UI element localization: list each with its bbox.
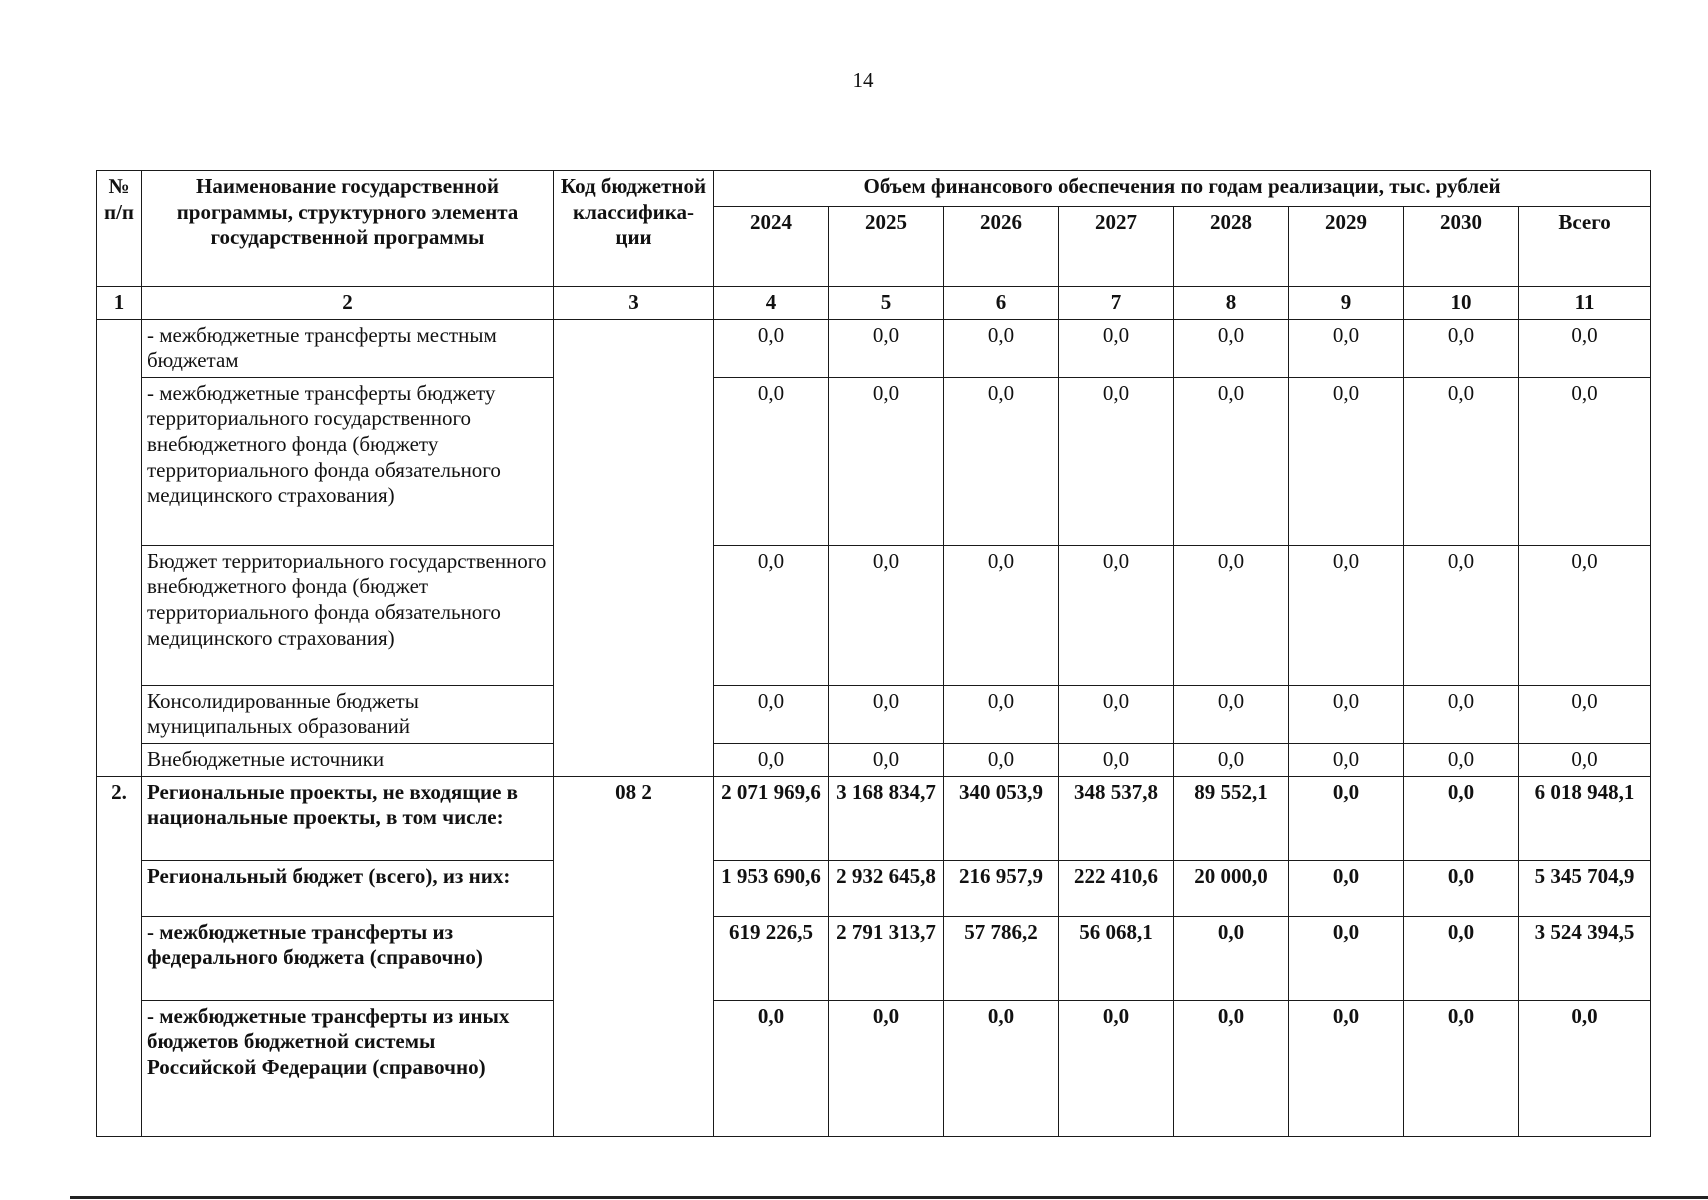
column-number: 8 <box>1174 287 1289 320</box>
row-name: Консолидированные бюджеты муниципальных образований <box>142 685 554 743</box>
table-row <box>97 916 1651 1000</box>
row-value: 0,0 <box>714 744 829 777</box>
header-year: 2024 <box>714 207 829 287</box>
row-value: 0,0 <box>1404 545 1519 685</box>
row-value: 0,0 <box>1519 545 1651 685</box>
row-value: 0,0 <box>1174 744 1289 777</box>
row-value: 0,0 <box>1519 685 1651 743</box>
row-value: 0,0 <box>829 545 944 685</box>
page-edge-line <box>70 1196 1708 1199</box>
row-value: 0,0 <box>1059 1000 1174 1136</box>
row-value: 0,0 <box>1059 744 1174 777</box>
row-value: 0,0 <box>1519 744 1651 777</box>
row-value: 0,0 <box>1174 1000 1289 1136</box>
row-name: Внебюджетные источники <box>142 744 554 777</box>
row-value: 0,0 <box>944 545 1059 685</box>
row-value: 0,0 <box>1404 685 1519 743</box>
row-value: 5 345 704,9 <box>1519 860 1651 916</box>
table-row <box>97 1000 1651 1136</box>
row-name: - межбюджетные трансферты из федерального бюджета (справочно) <box>142 916 554 1000</box>
row-value: 0,0 <box>1289 545 1404 685</box>
row-index: 2. <box>97 776 142 1136</box>
row-name: Региональный бюджет (всего), из них: <box>142 860 554 916</box>
row-value: 0,0 <box>829 685 944 743</box>
header-year: 2025 <box>829 207 944 287</box>
row-value: 0,0 <box>1059 545 1174 685</box>
row-value: 0,0 <box>829 1000 944 1136</box>
row-value: 0,0 <box>1059 377 1174 545</box>
header-year: 2027 <box>1059 207 1174 287</box>
header-year: 2028 <box>1174 207 1289 287</box>
row-name: Региональные проекты, не входящие в национальные проекты, в том числе: <box>142 776 554 860</box>
row-value: 0,0 <box>944 744 1059 777</box>
row-name: - межбюджетные трансферты бюджету территориального государственного внебюджетного фонда (бюджету территориального фонда обязательного медицинского страхования) <box>142 377 554 545</box>
row-value: 0,0 <box>1519 319 1651 377</box>
row-value: 0,0 <box>1289 319 1404 377</box>
header-year: 2026 <box>944 207 1059 287</box>
row-value: 0,0 <box>1289 1000 1404 1136</box>
column-number: 6 <box>944 287 1059 320</box>
row-value: 0,0 <box>1289 744 1404 777</box>
column-number: 9 <box>1289 287 1404 320</box>
row-value: 0,0 <box>1174 685 1289 743</box>
row-value: 2 932 645,8 <box>829 860 944 916</box>
row-value: 0,0 <box>1174 545 1289 685</box>
column-number: 1 <box>97 287 142 320</box>
row-value: 0,0 <box>1059 685 1174 743</box>
row-value: 0,0 <box>1174 916 1289 1000</box>
financing-table <box>96 170 1651 1137</box>
header-num: № п/п <box>97 171 142 287</box>
column-number: 11 <box>1519 287 1651 320</box>
table-row <box>97 744 1651 777</box>
table-row <box>97 319 1651 377</box>
row-value: 0,0 <box>1404 744 1519 777</box>
table-row <box>97 377 1651 545</box>
row-value: 0,0 <box>1404 916 1519 1000</box>
column-number: 7 <box>1059 287 1174 320</box>
column-number: 5 <box>829 287 944 320</box>
row-value: 6 018 948,1 <box>1519 776 1651 860</box>
row-value: 0,0 <box>1289 776 1404 860</box>
row-index-cell <box>97 319 142 776</box>
row-name: - межбюджетные трансферты местным бюджетам <box>142 319 554 377</box>
row-value: 0,0 <box>829 744 944 777</box>
row-value: 340 053,9 <box>944 776 1059 860</box>
table-row <box>97 860 1651 916</box>
row-name: - межбюджетные трансферты из иных бюджетов бюджетной системы Российской Федерации (справочно) <box>142 1000 554 1136</box>
row-value: 0,0 <box>714 545 829 685</box>
header-total: Всего <box>1519 207 1651 287</box>
column-number: 4 <box>714 287 829 320</box>
row-code: 08 2 <box>554 776 714 1136</box>
row-value: 0,0 <box>1404 860 1519 916</box>
row-value: 0,0 <box>829 319 944 377</box>
row-value: 0,0 <box>1519 377 1651 545</box>
row-value: 2 791 313,7 <box>829 916 944 1000</box>
row-value: 2 071 969,6 <box>714 776 829 860</box>
row-value: 0,0 <box>944 319 1059 377</box>
row-value: 0,0 <box>1404 319 1519 377</box>
row-value: 216 957,9 <box>944 860 1059 916</box>
row-value: 0,0 <box>1289 685 1404 743</box>
row-value: 348 537,8 <box>1059 776 1174 860</box>
row-value: 0,0 <box>944 377 1059 545</box>
row-value: 57 786,2 <box>944 916 1059 1000</box>
row-value: 89 552,1 <box>1174 776 1289 860</box>
row-value: 56 068,1 <box>1059 916 1174 1000</box>
header-volume: Объем финансового обеспечения по годам реализации, тыс. рублей <box>714 171 1651 207</box>
row-value: 0,0 <box>1404 377 1519 545</box>
row-value: 0,0 <box>1289 377 1404 545</box>
row-value: 3 524 394,5 <box>1519 916 1651 1000</box>
row-value: 0,0 <box>714 377 829 545</box>
row-value: 0,0 <box>829 377 944 545</box>
row-value: 0,0 <box>1519 1000 1651 1136</box>
row-value: 3 168 834,7 <box>829 776 944 860</box>
header-name: Наименование государственной программы, структурного элемента государственной программы <box>142 171 554 287</box>
row-code-cell <box>554 319 714 776</box>
header-code: Код бюджетной классифика- ции <box>554 171 714 287</box>
row-value: 0,0 <box>714 685 829 743</box>
row-value: 0,0 <box>1404 776 1519 860</box>
header-year: 2029 <box>1289 207 1404 287</box>
table-row <box>97 685 1651 743</box>
header-year: 2030 <box>1404 207 1519 287</box>
page-number: 14 <box>852 68 874 92</box>
row-value: 1 953 690,6 <box>714 860 829 916</box>
row-value: 0,0 <box>1174 377 1289 545</box>
column-number: 3 <box>554 287 714 320</box>
row-value: 0,0 <box>1404 1000 1519 1136</box>
row-value: 0,0 <box>1289 916 1404 1000</box>
row-value: 0,0 <box>714 1000 829 1136</box>
row-name: Бюджет территориального государственного внебюджетного фонда (бюджет территориального фонда обязательного медицинского страхования) <box>142 545 554 685</box>
row-value: 0,0 <box>944 1000 1059 1136</box>
column-number: 2 <box>142 287 554 320</box>
row-value: 222 410,6 <box>1059 860 1174 916</box>
row-value: 0,0 <box>1174 319 1289 377</box>
table-row <box>97 545 1651 685</box>
row-value: 20 000,0 <box>1174 860 1289 916</box>
row-value: 619 226,5 <box>714 916 829 1000</box>
row-value: 0,0 <box>1059 319 1174 377</box>
row-value: 0,0 <box>944 685 1059 743</box>
row-value: 0,0 <box>714 319 829 377</box>
row-value: 0,0 <box>1289 860 1404 916</box>
table-row <box>97 776 1651 860</box>
column-number: 10 <box>1404 287 1519 320</box>
